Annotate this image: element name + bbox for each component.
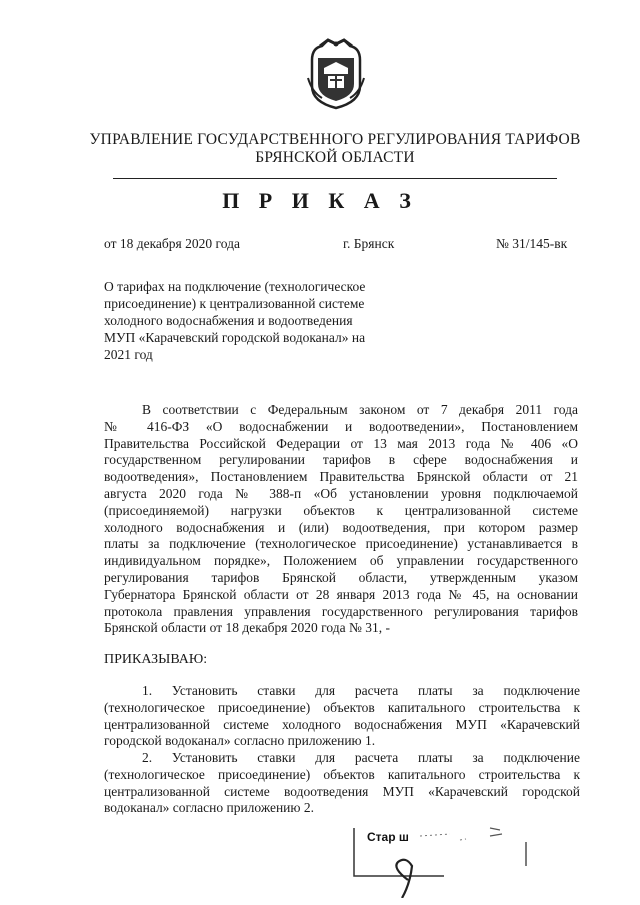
preamble-line: государственном регулировании тарифов в сфере водоснабжения и (104, 452, 578, 468)
preamble-line: № 416-ФЗ «О водоснабжении и водоотведении», Постановлением (104, 418, 578, 434)
order-item-line: 1. Установить ставки для расчета платы за подключение (142, 683, 580, 698)
subject-line: 2021 год (104, 347, 153, 362)
document-date: от 18 декабря 2020 года (104, 236, 240, 251)
document-number: № 31/145-вк (496, 236, 568, 251)
preamble-line: регулирования тарифов Брянской области, утвержденным указом (104, 569, 578, 585)
organization-name-line1: УПРАВЛЕНИЕ ГОСУДАРСТВЕННОГО РЕГУЛИРОВАНИЯ ТАРИФОВ (89, 131, 581, 148)
preamble-line: холодного водоснабжения и (или) водоотведения, при котором размер (104, 519, 578, 535)
order-item-line: 2. Установить ставки для расчета платы за подключение (142, 750, 580, 765)
order-heading: ПРИКАЗЫВАЮ: (104, 652, 208, 667)
preamble-line: индивидуальном порядке», Положением об управлении государственного (104, 553, 578, 569)
coat-of-arms-emblem (306, 38, 366, 110)
document-city: г. Брянск (343, 236, 395, 251)
preamble-line: (присоединяемой) нагрузки объектов к централизованной системе (104, 502, 578, 518)
preamble-paragraph (104, 402, 578, 637)
order-item-2 (104, 750, 580, 817)
preamble-line: В соответствии с Федеральным законом от 7 декабря 2011 года (142, 402, 578, 417)
document-title: П Р И К А З (222, 188, 418, 213)
organization-name-line2: БРЯНСКОЙ ОБЛАСТИ (255, 149, 415, 166)
order-item-line: централизованной системе холодного водоснабжения МУП «Карачевский (104, 716, 580, 732)
preamble-line: платы за подключение (технологическое присоединение) устанавливается в (104, 536, 578, 552)
preamble-line: августа 2020 года № 388-п «Об установлении уровня подключаемой (104, 485, 578, 501)
preamble-line: Брянской области от 18 декабря 2020 года № 31, - (104, 620, 390, 636)
order-item-line: городской водоканал» согласно приложению 1. (104, 733, 376, 749)
order-item-line: централизованной системе водоотведения МУП «Карачевский городской (104, 783, 580, 799)
order-item-line: водоканал» согласно приложению 2. (104, 800, 314, 816)
subject-line: МУП «Карачевский городской водоканал» на (104, 330, 366, 345)
preamble-line: Губернатора Брянской области от 28 января 2013 года № 45, на основании (104, 586, 578, 602)
order-item-line: (технологическое присоединение) объектов капитального строительства к (104, 766, 580, 782)
header-divider (113, 178, 557, 179)
subject-block (104, 278, 394, 363)
subject-line: холодного водоснабжения и водоотведения (104, 313, 353, 328)
order-item-1 (104, 683, 580, 750)
stamp-text: Стар ш (367, 830, 409, 844)
subject-line: присоединение) к централизованной системе (104, 296, 365, 311)
preamble-line: водоотведения», Постановлением Правительства Брянской области от 21 (104, 469, 578, 485)
preamble-line: протокола правления управления государственного регулирования тарифов (104, 603, 578, 619)
subject-line: О тарифах на подключение (технологическое (104, 279, 366, 294)
preamble-line: Правительства Российской Федерации от 13 мая 2013 года № 406 «О (104, 435, 578, 451)
order-item-line: (технологическое присоединение) объектов капитального строительства к (104, 699, 580, 715)
